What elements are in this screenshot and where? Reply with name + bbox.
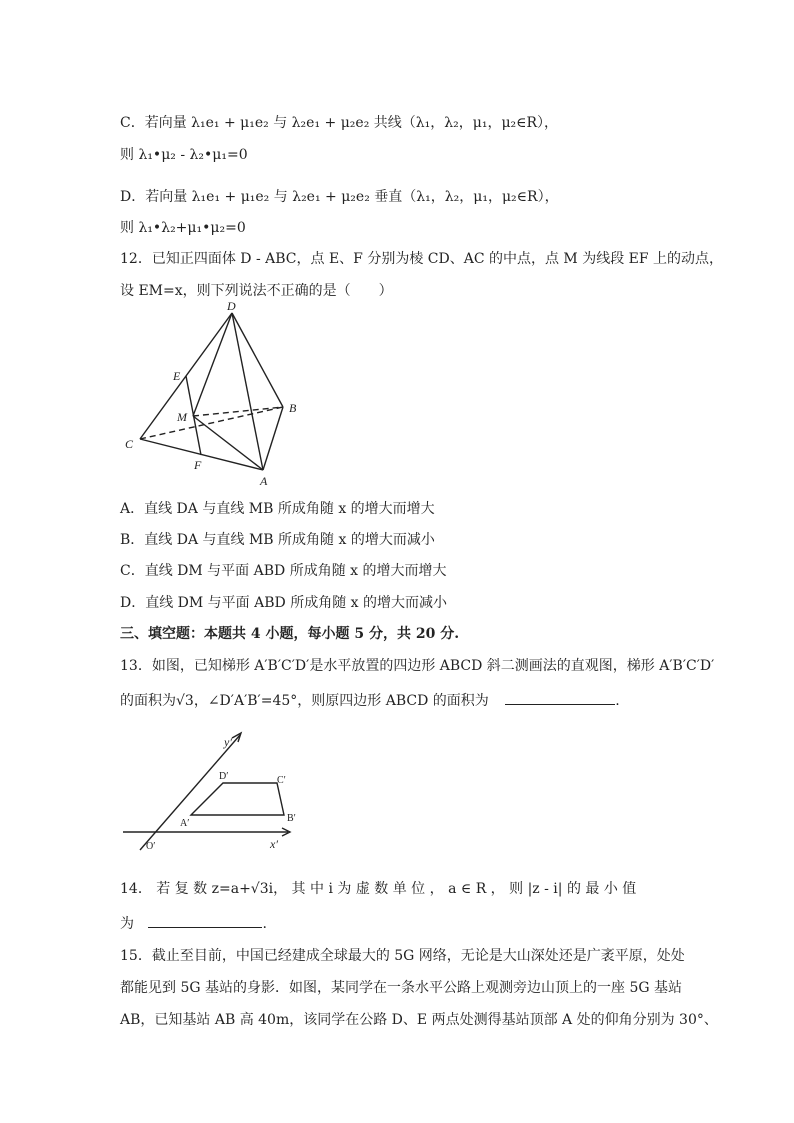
q12-option-c: C．直线 DM 与平面 ABD 所成角随 x 的增大而增大: [120, 563, 447, 579]
label-d: D: [227, 300, 236, 313]
option-d-text: D．若向量 λ₁e₁ + μ₁e₂ 与 λ₂e₁ + μ₂e₂ 垂直（λ₁，λ₂，μ₁，μ₂∈R），: [120, 189, 559, 205]
label-c-prime: C′: [277, 775, 286, 786]
label-x-prime: x′: [270, 837, 278, 851]
question-13-stem: 13．如图，已知梯形 A′B′C′D′是水平放置的四边形 ABCD 斜二测画法的直观图，梯形 A′B′C′D′: [120, 658, 715, 674]
option-c-conclusion: 则 λ₁•μ₂ - λ₂•μ₁=0: [120, 147, 248, 163]
q12-option-a: A．直线 DA 与直线 MB 所成角随 x 的增大而增大: [120, 501, 435, 517]
label-e: E: [173, 369, 181, 383]
question-12-prompt: 设 EM=x，则下列说法不正确的是（ ）: [120, 283, 393, 299]
label-c: C: [125, 437, 134, 451]
label-d-prime: D′: [219, 771, 229, 782]
label-b-prime: B′: [287, 813, 296, 824]
question-12-stem: 12．已知正四面体 D - ABC，点 E、F 分别为棱 CD、AC 的中点，点 M 为线段 EF 上的动点，: [120, 251, 724, 267]
question-14-stem: 14． 若 复 数 z=a+√3i， 其 中 i 为 虚 数 单 位 ， a ∈ R ， 则 |z - i| 的 最 小 值: [120, 881, 637, 897]
question-15-line-2: 都能见到 5G 基站的身影．如图，某同学在一条水平公路上观测旁边山顶上的一座 5G 基站: [120, 980, 682, 996]
y-axis-arrow: [232, 733, 241, 742]
q12-option-b: B．直线 DA 与直线 MB 所成角随 x 的增大而减小: [120, 532, 435, 548]
question-15-line-3: AB，已知基站 AB 高 40m，该同学在公路 D、E 两点处测得基站顶部 A 处的仰角分别为 30°、: [120, 1012, 718, 1028]
edge-cb-hidden: [140, 407, 283, 439]
segment-mb-hidden: [193, 407, 283, 416]
edge-ab: [263, 407, 283, 470]
option-c-text: C．若向量 λ₁e₁ + μ₁e₂ 与 λ₂e₁ + μ₂e₂ 共线（λ₁，λ₂，μ₁，μ₂∈R），: [120, 115, 559, 131]
section-3-heading: 三、填空题：本题共 4 小题，每小题 5 分，共 20 分.: [120, 626, 460, 642]
trapezoid-abcd: [191, 783, 284, 815]
question-15-line-1: 15．截止至目前，中国已经建成全球最大的 5G 网络，无论是大山深处还是广袤平原，处处: [120, 948, 685, 964]
label-m: M: [177, 410, 187, 424]
label-y-prime: y′: [224, 735, 232, 749]
question-14-prompt: [120, 915, 267, 933]
question-13-period: .: [615, 693, 620, 709]
label-a-prime: A′: [180, 818, 190, 829]
label-a: A: [260, 474, 268, 488]
edge-db: [232, 313, 283, 407]
question-13-text: 的面积为√3，∠D′A′B′=45°，则原四边形 ABCD 的面积为: [120, 693, 489, 709]
segment-dm: [193, 313, 232, 416]
question-14-period: .: [262, 916, 267, 932]
q12-option-d: D．直线 DM 与平面 ABD 所成角随 x 的增大而减小: [120, 595, 448, 611]
answer-blank-14[interactable]: [148, 927, 262, 928]
edge-da: [232, 313, 263, 470]
trapezoid-figure: [118, 728, 308, 858]
tetrahedron-figure: [115, 300, 315, 490]
answer-blank-13[interactable]: [505, 704, 615, 705]
label-f: F: [194, 458, 202, 472]
y-axis: [140, 735, 240, 850]
question-13-prompt: [120, 692, 620, 710]
label-o-prime: O′: [146, 841, 156, 852]
label-b: B: [289, 401, 297, 415]
option-d-conclusion: 则 λ₁•λ₂+μ₁•μ₂=0: [120, 220, 246, 236]
question-14-text: 为: [120, 916, 134, 932]
